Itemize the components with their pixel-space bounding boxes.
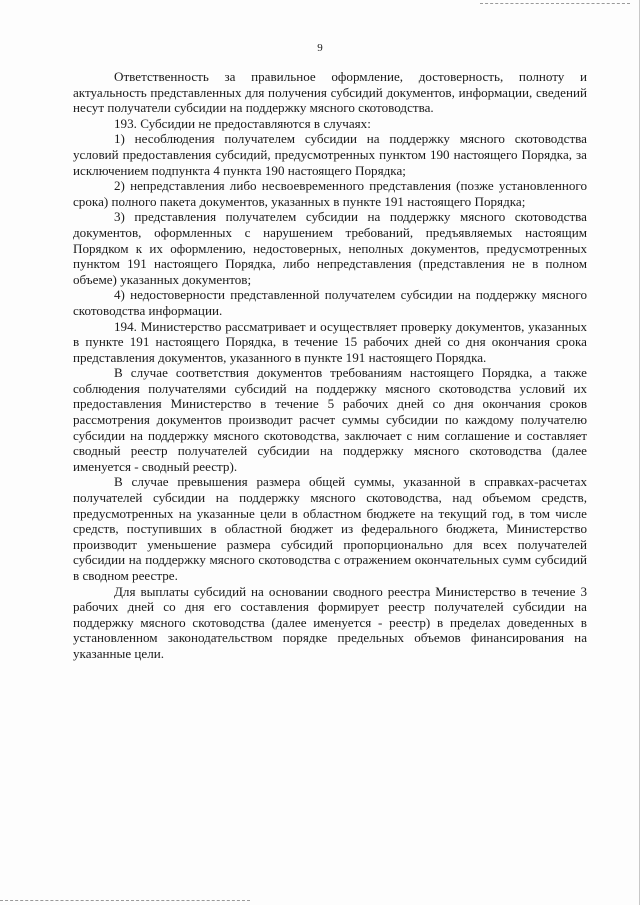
paragraph-193-item-1: 1) несоблюдения получателем субсидии на поддержку мясного скотоводства условий предоставления субсидий, предусмотренных пунктом 190 настоящего Порядка, за исключением подпункта 4 пункта 190 настоящего Порядка; — [73, 131, 587, 178]
paragraph-194: 194. Министерство рассматривает и осуществляет проверку документов, указанных в пункте 191 настоящего Порядка, в течение 15 рабочих дней со дня окончания срока представления документов, указанного в пункте 191 настоящего Порядка. — [73, 318, 587, 365]
scan-artifact-top-line — [480, 3, 630, 4]
scan-artifact-bottom-line — [0, 900, 250, 901]
paragraph-193-item-2: 2) непредставления либо несвоевременного представления (позже установленного срока) полного пакета документов, указанных в пункте 191 настоящего Порядка; — [73, 178, 587, 209]
paragraph-responsibility: Ответственность за правильное оформление, достоверность, полноту и актуальность представленных для получения субсидий документов, информации, сведений несут получатели субсидии на поддержку мясного скотоводства. — [73, 69, 587, 116]
paragraph-193-item-3: 3) представления получателем субсидии на поддержку мясного скотоводства документов, оформленных с нарушением требований, предъявляемых настоящим Порядком к их оформлению, недостоверных, неполных документов, предусмотренных пунктом 191 настоящего Порядка, либо непредставления (представления не в полном объеме) указанных документов; — [73, 209, 587, 287]
paragraph-compliance: В случае соответствия документов требованиям настоящего Порядка, а также соблюдения получателями субсидий на поддержку мясного скотоводства условий их предоставления Министерство в течение 5 рабочих дней со дня окончания сроков рассмотрения документов производит расчет суммы субсидии по каждому получателю субсидии на поддержку мясного скотоводства, заключает с ним соглашение и составляет сводный реестр получателей субсидии на поддержку мясного скотоводства (далее именуется - сводный реестр). — [73, 365, 587, 474]
paragraph-193-intro: 193. Субсидии не предоставляются в случаях: — [114, 115, 371, 131]
document-body — [73, 69, 587, 662]
paragraph-payment: Для выплаты субсидий на основании сводного реестра Министерство в течение 3 рабочих дней со дня его составления формирует реестр получателей субсидии на поддержку мясного скотоводства (далее именуется - реестр) в пределах доведенных в установленном законодательством порядке предельных объемов финансирования на указанные цели. — [73, 583, 587, 661]
page-number: 9 — [317, 42, 323, 54]
paragraph-excess: В случае превышения размера общей суммы, указанной в справках-расчетах получателей субсидии на поддержку мясного скотоводства, над объемом средств, предусмотренных на указанные цели в областном бюджете на текущий год, в том числе средств, поступивших в областной бюджет из федерального бюджета, Министерство производит уменьшение размера субсидий пропорционально для всех получателей субсидии на поддержку мясного скотоводства с отражением окончательных сумм субсидий в сводном реестре. — [73, 474, 587, 583]
paragraph-193-item-4: 4) недостоверности представленной получателем субсидии на поддержку мясного скотоводства информации. — [73, 287, 587, 318]
